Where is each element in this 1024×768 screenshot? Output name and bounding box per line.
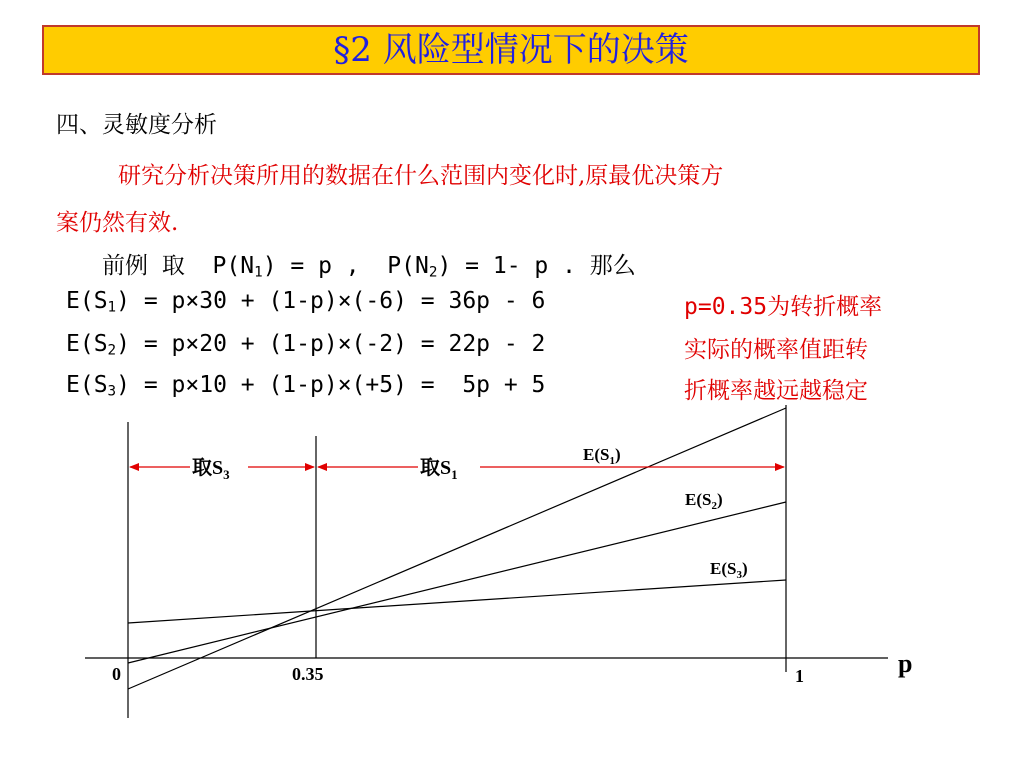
tick-label-0: 0 [112,664,121,684]
tick-label-turning: 0.35 [292,664,324,684]
equation-s1-post: ) = p×30 + (1-p)×(-6) = 36p - 6 [116,288,546,314]
note-line-3: 折概率越远越稳定 [684,378,868,404]
example-prefix: 前例 取 P(N [102,253,255,279]
page-title: §2 风险型情况下的决策 [42,25,980,75]
label-e-s3: $E(S_3)$ [710,559,748,581]
equation-s1-pre: E(S [66,288,108,314]
tick-label-1: 1 [795,666,804,686]
equation-s3-post: ) = p×10 + (1-p)×(+5) = 5p + 5 [116,372,546,398]
example-mid: ) = p , P(N [262,253,429,279]
label-e-s1: $E(S_1)$ [583,445,621,467]
example-sub-2: 2 [428,264,438,281]
line-e-s2 [128,502,786,663]
range-label-s3: 取$S_3$ [192,457,230,482]
note-line-1: p=0.35为转折概率 [684,294,883,320]
equation-s1-sub: 1 [107,299,117,316]
line-e-s3 [128,580,786,623]
equation-s3-pre: E(S [66,372,108,398]
equation-s2-sub: 2 [107,342,117,359]
note-line-2: 实际的概率值距转 [684,337,868,363]
example-sub-1: 1 [254,264,263,281]
range-label-s1: 取$S_1$ [420,457,458,482]
equation-s2-pre: E(S [66,331,108,357]
definition-line-1: 研究分析决策所用的数据在什么范围内变化时,原最优决策方 [118,163,724,189]
axis-label-p: p [898,649,913,678]
section-heading: 四、灵敏度分析 [56,112,217,138]
line-e-s1 [128,408,786,689]
definition-line-2: 案仍然有效. [56,210,179,236]
equation-s2-post: ) = p×20 + (1-p)×(-2) = 22p - 2 [116,331,546,357]
equation-s3-sub: 3 [107,383,117,400]
example-suffix: ) = 1- p . 那么 [437,253,636,279]
label-e-s2: $E(S_2)$ [685,490,723,512]
